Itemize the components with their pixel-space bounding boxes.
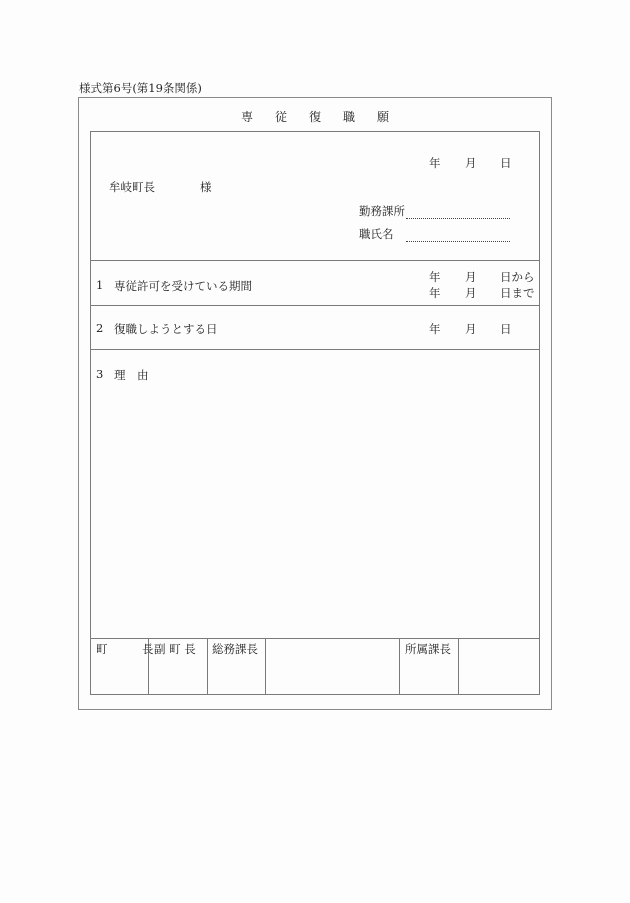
header-date-day: 日 [500,156,512,170]
form-caption: 様式第6号(第19条関係) [79,81,202,95]
name-field[interactable] [406,227,510,246]
item-2-day: 日 [500,322,512,336]
column-divider [458,638,459,694]
item-1-to-year: 年 [429,286,441,300]
approval-section-chief: 所属課長 [405,642,451,656]
department-field[interactable] [406,204,510,223]
item-1-from-day: 日から [500,270,535,284]
column-divider [399,638,400,694]
item-1-to-day: 日まで [500,286,535,300]
item-1-to-month: 月 [465,286,477,300]
column-divider [265,638,266,694]
addressee: 牟岐町長 [109,180,155,194]
reason-field[interactable] [91,385,538,635]
divider [90,638,540,639]
item-2-number: 2 [96,321,104,335]
approval-mayor: 町 長 [96,642,154,656]
item-1-number: 1 [96,278,104,292]
form-title: 専従復職願 [240,110,411,124]
item-2-month: 月 [465,322,477,336]
divider [90,305,540,306]
divider [90,349,540,350]
department-label: 勤務課所 [359,204,405,218]
item-1-label: 専従許可を受けている期間 [114,279,252,293]
header-date-year: 年 [429,156,441,170]
approval-general-affairs-chief: 総務課長 [212,642,258,656]
item-1-from-month: 月 [465,270,477,284]
approval-deputy-mayor: 副 町 長 [154,642,196,656]
item-1-from-year: 年 [429,270,441,284]
column-divider [207,638,208,694]
item-3-number: 3 [96,367,104,381]
header-date-month: 月 [465,156,477,170]
item-2-label: 復職しようとする日 [114,322,218,336]
item-3-label: 理 由 [114,368,149,382]
name-label: 職氏名 [359,227,394,241]
item-2-year: 年 [429,322,441,336]
divider [90,260,540,261]
honorific: 様 [200,180,212,194]
